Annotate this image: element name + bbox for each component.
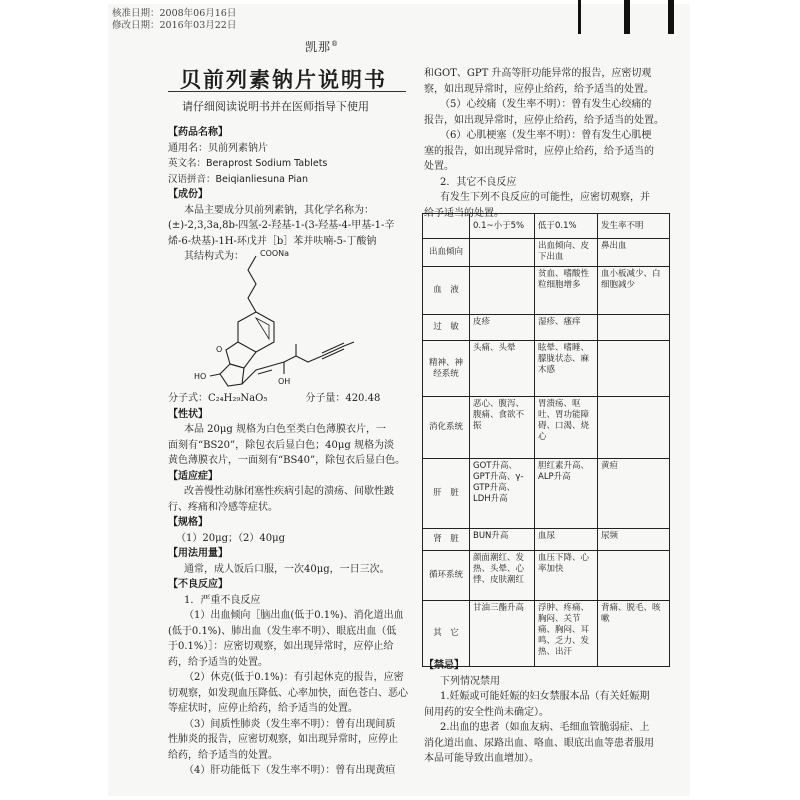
system-cell: 循环系统	[423, 551, 470, 601]
table-header: 低于0.1%	[535, 214, 598, 239]
title-underline	[168, 91, 406, 92]
paragraph: 其结构式为：	[184, 251, 244, 262]
paragraph: （1）20μg；（2）40μg	[176, 532, 285, 544]
hydroxyl-label: HO	[194, 372, 207, 381]
section-heading: 【不良反应】	[168, 579, 228, 590]
table-cell: 甘油三酯升高	[470, 601, 535, 667]
registration-bar	[624, 0, 630, 34]
paragraph: 给药，给予适当的处置。	[168, 749, 278, 761]
table-row	[423, 239, 670, 267]
table-cell: GOT升高、GPT升高、γ-GTP升高、LDH升高	[470, 459, 535, 529]
table-cell: 贫血、嗜酸性粒细胞增多	[535, 267, 598, 315]
table-cell	[598, 397, 670, 459]
section-heading: 【规格】	[168, 517, 208, 528]
table-cell: 鼻出血	[598, 239, 670, 267]
table-cell: 皮疹	[470, 315, 535, 341]
table-cell: 胆红素升高、ALP升高	[535, 459, 598, 529]
table-row	[423, 551, 670, 601]
table-cell: 浮肿、疼痛、胸闷、关节痛、胸闷、耳鸣、乏力、发热、出汗	[535, 601, 598, 667]
document-title: 贝前列素钠片说明书	[180, 67, 387, 92]
adverse-reactions-table	[422, 213, 670, 667]
table-cell: 背痛、脱毛、咳嗽	[598, 601, 670, 667]
paragraph: 2.出血的患者（如血友病、毛细血管脆弱症、上	[440, 722, 650, 733]
structural-formula-diagram	[192, 244, 402, 392]
paragraph: 1.妊娠或可能妊娠的妇女禁服本品（有关妊娠期	[440, 691, 650, 702]
paragraph: 通常，成人饭后口服，一次40μg，一日三次。	[184, 563, 390, 575]
table-row	[423, 397, 670, 459]
carboxylate-label: COONa	[260, 249, 290, 258]
paragraph: 报告，如出现异常时，应停止给药，给予适当的处置。	[424, 114, 664, 126]
paragraph: 本品主要成分贝前列素钠，其化学名称为：	[184, 204, 374, 216]
table-cell: 黄疸	[598, 459, 670, 529]
section-heading: 【用法用量】	[168, 548, 228, 559]
table-row	[423, 341, 670, 397]
paragraph: 消化道出血、尿路出血、咯血、眼底出血等患者服用	[424, 737, 654, 749]
table-cell: 颜面潮红、发热、头晕、心悸、皮肤潮红	[470, 551, 535, 601]
system-cell: 肝 脏	[423, 459, 470, 529]
paragraph: 有发生下列不良反应的可能性，应密切观察，并	[440, 192, 650, 203]
table-header-row	[423, 214, 670, 239]
left-column-bottom	[168, 391, 420, 779]
right-column-bottom	[424, 658, 678, 767]
paragraph: 2．其它不良反应	[440, 176, 517, 188]
paragraph: 本品 20μg 规格为白色至类白色薄膜衣片，一	[184, 424, 386, 435]
paragraph: 改善慢性动脉闭塞性疾病引起的溃疡、间歇性跛	[184, 486, 394, 497]
paragraph: 行、疼痛和冷感等症状。	[168, 501, 278, 513]
table-cell: 胃溃疡、呕吐、胃功能障碍、口渴、烧心	[535, 397, 598, 459]
brand-name: 凯那®	[305, 40, 340, 54]
paragraph: 面刻有“BS20”，除包衣后显白色；40μg 规格为淡	[168, 439, 394, 451]
section-heading: 【性状】	[168, 408, 208, 420]
paragraph: （6）心肌梗塞（发生率不明）：曾有发生心肌梗	[440, 130, 652, 141]
registration-bar	[668, 0, 674, 34]
system-cell: 血 液	[423, 267, 470, 315]
table-cell: 血小板减少、白细胞减少	[598, 267, 670, 315]
table-cell	[598, 315, 670, 341]
system-cell: 肾 脏	[423, 529, 470, 551]
paragraph: 性肺炎的报告，应密切观察，如出现异常时，应停止	[168, 734, 398, 745]
paragraph: （3）间质性肺炎（发生率不明）：曾有出现间质	[184, 718, 396, 730]
system-cell: 过 敏	[423, 315, 470, 341]
paragraph: （1）出血倾向［脑出血(低于0.1%)、消化道出血	[184, 610, 404, 621]
molecular-formula: 分子式：C₂₄H₂₉NaO₅	[168, 393, 268, 404]
paragraph: 和GOT、GPT 升高等肝功能异常的报告，应密切观	[424, 68, 652, 79]
hydroxyl-label: OH	[278, 377, 291, 386]
paragraph: 药，给予适当的处置。	[168, 656, 268, 668]
table-cell	[470, 267, 535, 315]
table-row	[423, 315, 670, 341]
table-cell: 出血倾向、皮下出血	[535, 239, 598, 267]
paragraph: 本品可能导致出血增加）。	[424, 753, 539, 764]
revise-date: 修改日期：2016年03月22日	[112, 20, 237, 31]
section-heading: 【药品名称】	[168, 127, 228, 138]
table-cell: 湿疹、瘙痒	[535, 315, 598, 341]
system-cell: 出血倾向	[423, 239, 470, 267]
molecular-weight: 分子量：420.48	[305, 393, 381, 404]
table-cell: BUN升高	[470, 529, 535, 551]
paragraph: 间用药的安全性尚未确定）。	[424, 706, 549, 718]
document-subtitle: 请仔细阅读说明书并在医师指导下使用	[182, 100, 369, 113]
registration-bar	[578, 0, 581, 34]
oxygen-label: O	[216, 345, 223, 354]
table-cell	[470, 239, 535, 267]
generic-name: 通用名：贝前列素钠片	[168, 142, 268, 154]
approve-date: 核准日期：2008年06月16日	[112, 8, 237, 19]
section-heading: 【成份】	[168, 189, 208, 200]
paragraph: 黄色薄膜衣片，一面刻有“BS40”，除包衣后显白色。	[168, 455, 406, 466]
table-row	[423, 601, 670, 667]
table-row	[423, 529, 670, 551]
table-cell: 恶心、腹泻、腹痛、食欲不振	[470, 397, 535, 459]
paragraph: 给予适当的处置。	[424, 207, 504, 219]
system-cell: 消化系统	[423, 397, 470, 459]
paragraph: 处置。	[424, 161, 454, 172]
english-name: 英文名：Beraprost Sodium Tablets	[168, 158, 328, 169]
paragraph: 烯-6-炔基)-1H-环戊并［b］苯并呋喃-5-丁酸钠	[168, 235, 377, 247]
paragraph: 塞的报告，如出现异常时，应停止给药，给予适当的	[424, 145, 654, 157]
paragraph: （4）肝功能低下（发生率不明）：曾有出现黄疸	[184, 765, 396, 776]
system-cell: 精神、神经系统	[423, 341, 470, 397]
table-cell: 血尿	[535, 529, 598, 551]
table-header: 发生率不明	[598, 214, 670, 239]
table-cell: 眩晕、嗜睡、朦胧状态、麻木感	[535, 341, 598, 397]
paragraph: (低于0.1%)、肺出血（发生率不明）、眼底出血（低	[168, 625, 397, 637]
paragraph: (±)-2,3,3a,8b-四氢-2-羟基-1-(3-羟基-4-甲基-1-辛	[168, 220, 395, 231]
paragraph: 下列情况禁用	[440, 675, 500, 687]
section-heading: 【禁忌】	[424, 660, 464, 671]
table-cell: 血压下降、心率加快	[535, 551, 598, 601]
paragraph: 等症状时，应停止给药，给予适当的处置。	[168, 703, 358, 714]
table-cell: 尿频	[598, 529, 670, 551]
table-header	[423, 214, 470, 239]
section-heading: 【适应症】	[168, 470, 218, 482]
table-cell	[598, 551, 670, 601]
table-row	[423, 459, 670, 529]
paragraph: （2）休克(低于0.1%)：有引起休克的报告，应密	[184, 672, 404, 683]
table-header: 0.1~小于5%	[470, 214, 535, 239]
paragraph: 察，如出现异常时，应停止给药，给予适当的处置。	[424, 83, 654, 95]
paragraph: 切观察，如发现血压降低、心率加快，面色苍白、恶心	[168, 687, 408, 699]
table-cell	[598, 341, 670, 397]
pinyin-name: 汉语拼音：Beiqianliesuna Pian	[168, 173, 308, 185]
system-cell: 其 它	[423, 601, 470, 667]
table-row	[423, 267, 670, 315]
formula-line	[168, 391, 420, 407]
paragraph: 于0.1%）］：应密切观察，如出现异常时，应停止给	[168, 641, 394, 652]
paragraph: （5）心绞痛（发生率不明）：曾有发生心绞痛的	[440, 99, 652, 110]
right-column-top	[424, 66, 678, 221]
table-cell: 头痛、头晕	[470, 341, 535, 397]
paragraph: 1．严重不良反应	[184, 594, 261, 606]
